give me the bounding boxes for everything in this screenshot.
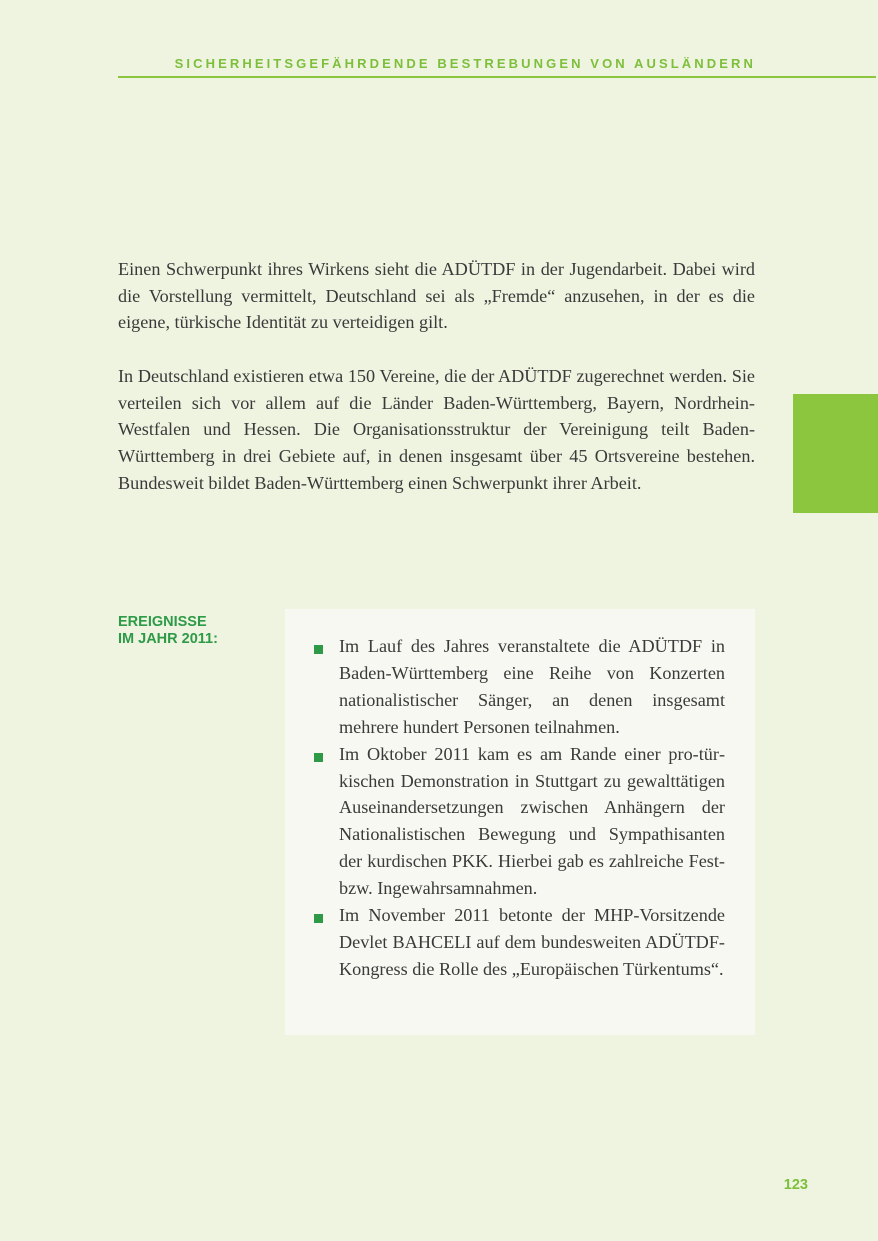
event-item-text: Im Lauf des Jahres veranstaltete die ADÜTDF in Baden-Württemberg eine Reihe von Konzerten nationalistischer Sänger, an denen insgesamt mehrere hundert Personen teilnahmen. bbox=[339, 636, 725, 737]
event-item-2 bbox=[339, 741, 725, 902]
events-heading-line-1: EREIGNISSE bbox=[118, 614, 207, 630]
header-divider bbox=[118, 76, 876, 78]
chapter-tab-marker bbox=[793, 394, 878, 513]
square-bullet-icon bbox=[314, 645, 323, 654]
square-bullet-icon bbox=[314, 753, 323, 762]
event-item-text: Im November 2011 betonte der MHP-Vorsitzende Devlet BAHCELI auf dem bundesweiten ADÜTDF-Kongress die Rolle des „Europäischen Türkentums“. bbox=[339, 905, 725, 979]
events-box bbox=[285, 609, 755, 1035]
event-item-1 bbox=[339, 633, 725, 741]
page-number: 123 bbox=[783, 1177, 808, 1193]
square-bullet-icon bbox=[314, 914, 323, 923]
events-heading bbox=[118, 614, 218, 648]
body-paragraph-1: Einen Schwerpunkt ihres Wirkens sieht die ADÜTDF in der Jugendarbeit. Dabei wird die Vorstellung vermittelt, Deutschland sei als „Fremde“ anzusehen, in der es die eigene, türkische Identität zu verteidigen gilt. bbox=[118, 259, 755, 333]
event-item-3 bbox=[339, 902, 725, 983]
body-paragraph-2: In Deutschland existieren etwa 150 Vereine, die der ADÜTDF zugerechnet werden. Sie verteilen sich vor allem auf die Länder Baden-Württemberg, Bayern, Nordrhein-Westfalen und Hessen. Die Organisationsstruktur der Vereinigung teilt Baden-Württemberg in drei Gebiete auf, in denen insgesamt über 45 Ortsvereine bestehen. Bundesweit bildet Baden-Württemberg einen Schwerpunkt ihrer Arbeit. bbox=[118, 366, 755, 493]
event-item-text: Im Oktober 2011 kam es am Rande einer pro-türkischen Demonstration in Stuttgart zu gewalttätigen Auseinandersetzungen zwischen Anhängern der Nationalistischen Bewegung und Sympathisanten der kurdischen PKK. Hierbei gab es zahlreiche Fest- bzw. Ingewahrsamnahmen. bbox=[339, 743, 725, 899]
running-header: SICHERHEITSGEFÄHRDENDE BESTREBUNGEN VON AUSLÄNDERN bbox=[174, 56, 756, 71]
events-heading-line-2: IM JAHR 2011: bbox=[118, 631, 218, 647]
events-list bbox=[339, 633, 725, 983]
